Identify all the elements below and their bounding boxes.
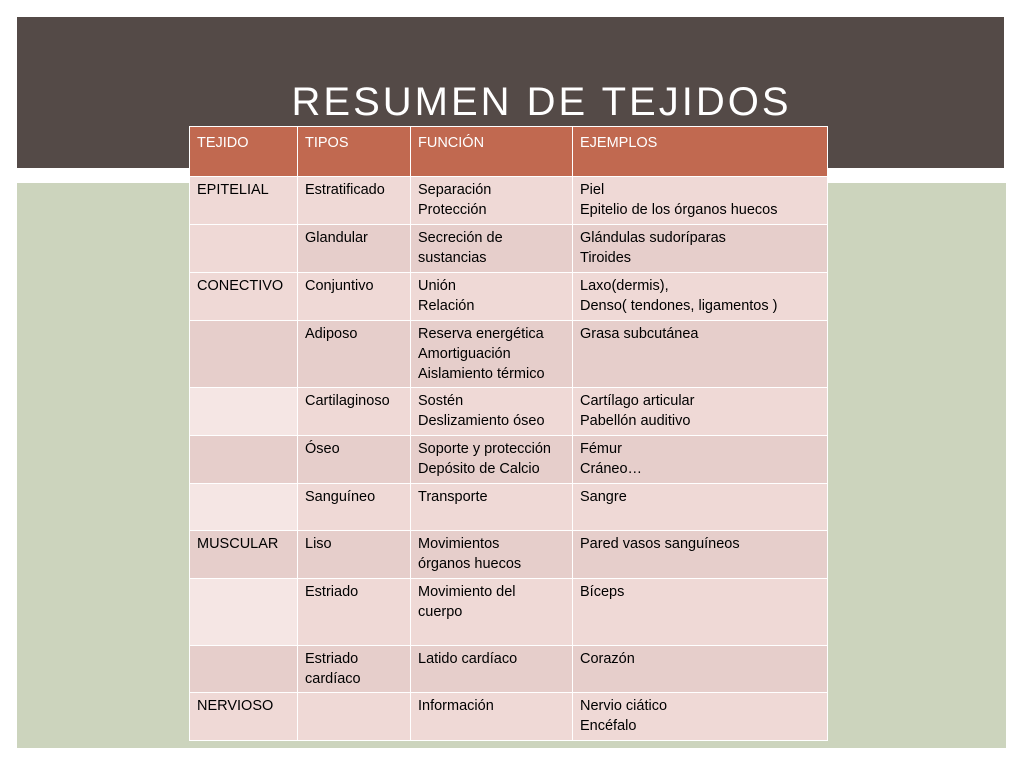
cell-ejemplos-line: Epitelio de los órganos huecos [580,202,778,218]
cell-ejemplos-line: Nervio ciático [580,698,668,714]
cell-tejido [190,436,298,484]
cell-ejemplos-line: Tiroides [580,250,632,266]
table-row [190,321,828,388]
cell-ejemplos-line: Corazón [580,651,635,667]
cell-tejido [190,321,298,388]
cell-ejemplos [573,484,828,531]
cell-funcion-line: Movimiento del [418,584,516,600]
cell-funcion [411,579,573,646]
cell-ejemplos-line: Cráneo… [580,461,643,477]
cell-funcion-line: Amortiguación [418,346,511,362]
cell-funcion [411,484,573,531]
cell-tipo: Cartilaginoso [298,388,411,436]
cell-ejemplos-line: Piel [580,182,605,198]
cell-funcion-line: cuerpo [418,604,463,620]
cell-funcion [411,388,573,436]
table-body [190,177,828,741]
cell-ejemplos-line: Laxo(dermis), [580,278,669,294]
cell-tejido: NERVIOSO [190,693,298,741]
table-row [190,388,828,436]
header-tejido: TEJIDO [190,127,298,177]
cell-ejemplos [573,646,828,693]
cell-funcion-line: Movimientos [418,536,500,552]
cell-tipo [298,693,411,741]
cell-ejemplos-line: Glándulas sudoríparas [580,230,726,246]
cell-ejemplos-line: Cartílago articular [580,393,695,409]
cell-ejemplos-line: Denso( tendones, ligamentos ) [580,298,778,314]
table-row [190,273,828,321]
cell-ejemplos [573,273,828,321]
cell-funcion [411,531,573,579]
cell-ejemplos [573,693,828,741]
cell-ejemplos-line: Pabellón auditivo [580,413,691,429]
cell-ejemplos [573,225,828,273]
cell-funcion [411,177,573,225]
cell-funcion [411,646,573,693]
cell-tipo: Estriado cardíaco [298,646,411,693]
cell-funcion [411,436,573,484]
cell-ejemplos [573,579,828,646]
cell-tejido [190,225,298,273]
cell-funcion [411,693,573,741]
cell-funcion [411,225,573,273]
cell-tipo: Conjuntivo [298,273,411,321]
table-row [190,177,828,225]
cell-funcion [411,273,573,321]
cell-tipo: Adiposo [298,321,411,388]
cell-ejemplos [573,388,828,436]
cell-tejido [190,484,298,531]
cell-ejemplos-line: Encéfalo [580,718,637,734]
cell-ejemplos [573,177,828,225]
cell-ejemplos-line: Grasa subcutánea [580,326,699,342]
cell-funcion-line: Reserva energética [418,326,544,342]
cell-tipo: Liso [298,531,411,579]
table-row [190,693,828,741]
cell-funcion-line: órganos huecos [418,556,522,572]
cell-funcion-line: Protección [418,202,487,218]
cell-tipo: Glandular [298,225,411,273]
cell-funcion-line: Separación [418,182,492,198]
cell-funcion-line: Información [418,698,494,714]
cell-tipo: Estratificado [298,177,411,225]
cell-funcion-line: Soporte y protección [418,441,551,457]
header-funcion: FUNCIÓN [411,127,573,177]
cell-tejido [190,579,298,646]
cell-funcion-line: Depósito de Calcio [418,461,540,477]
cell-tejido [190,388,298,436]
cell-ejemplos-line: Fémur [580,441,622,457]
table-row [190,579,828,646]
cell-ejemplos-line: Sangre [580,489,627,505]
table-row [190,531,828,579]
cell-funcion-line: Aislamiento térmico [418,366,545,382]
slide-title: RESUMEN DE TEJIDOS [291,80,792,124]
cell-tipo: Óseo [298,436,411,484]
cell-funcion-line: Sostén [418,393,464,409]
cell-ejemplos-line: Bíceps [580,584,625,600]
table-row [190,225,828,273]
cell-funcion-line: Latido cardíaco [418,651,518,667]
cell-funcion-line: Deslizamiento óseo [418,413,545,429]
cell-funcion-line: Transporte [418,489,488,505]
table-row [190,436,828,484]
cell-funcion [411,321,573,388]
cell-funcion-line: sustancias [418,250,487,266]
cell-funcion-line: Relación [418,298,475,314]
cell-tejido: EPITELIAL [190,177,298,225]
cell-funcion-line: Unión [418,278,456,294]
cell-ejemplos-line: Pared vasos sanguíneos [580,536,740,552]
cell-tejido: CONECTIVO [190,273,298,321]
cell-tejido [190,646,298,693]
cell-funcion-line: Secreción de [418,230,503,246]
cell-ejemplos [573,531,828,579]
table-row [190,484,828,531]
cell-ejemplos [573,321,828,388]
tissue-summary-table [189,126,828,741]
cell-ejemplos [573,436,828,484]
cell-tejido: MUSCULAR [190,531,298,579]
table-row [190,646,828,693]
cell-tipo: Estriado [298,579,411,646]
table-header-row [190,127,828,177]
header-ejemplos: EJEMPLOS [573,127,828,177]
header-tipos: TIPOS [298,127,411,177]
cell-tipo: Sanguíneo [298,484,411,531]
